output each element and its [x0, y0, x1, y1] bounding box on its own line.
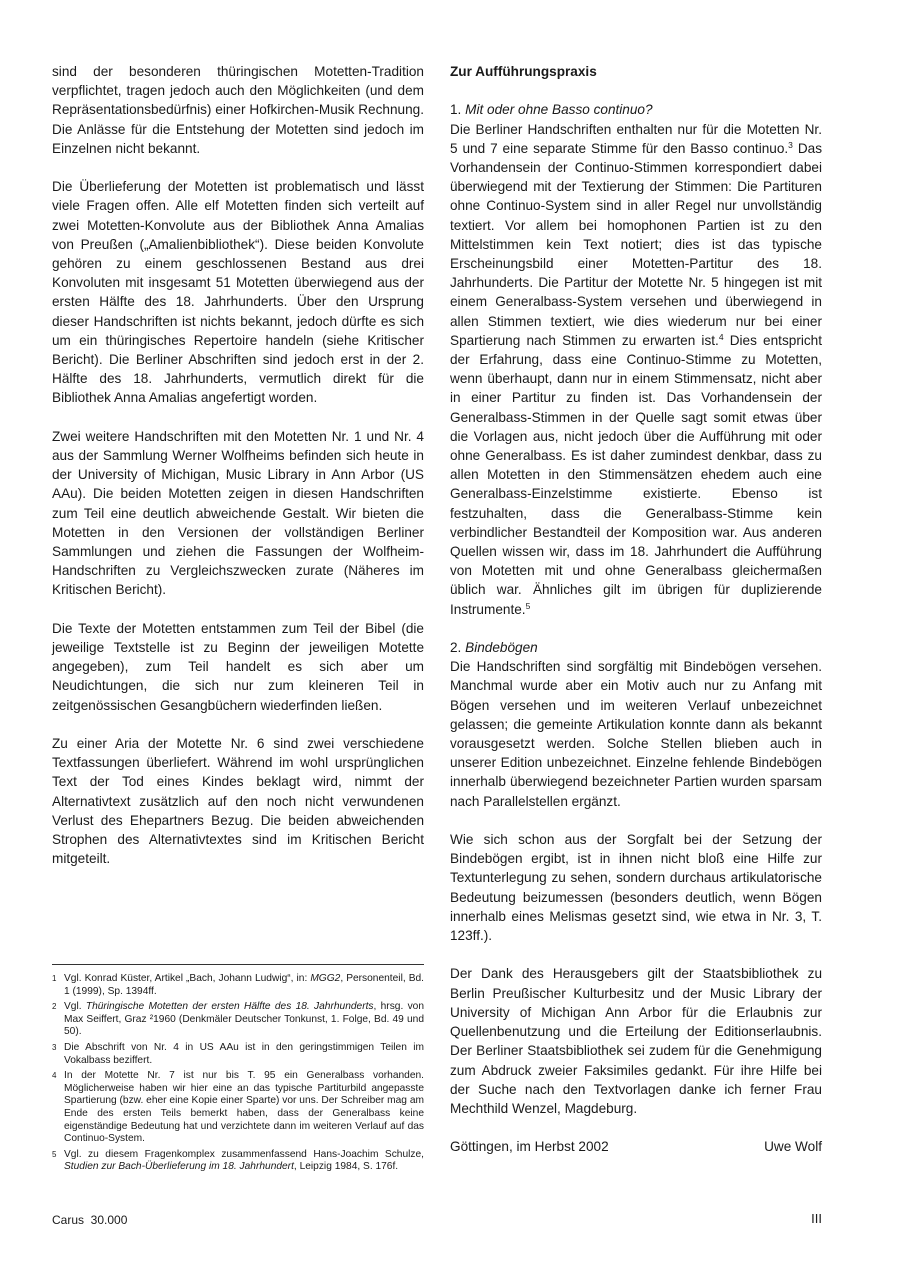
footnote-text: Vgl. Thüringische Motetten der ersten Hälfte des 18. Jahrhunderts, hrsg. von Max Seiffert, Graz ²1960 (Denkmäler Deutscher Tonkunst, 1. Folge, Bd. 49 und 50).: [64, 1001, 424, 1038]
footnote: [52, 1001, 424, 1039]
right-column: [450, 62, 822, 1157]
text-segment: Die Berliner Handschriften enthalten nur für die Motetten Nr. 5 und 7 eine separate Stimme für den Basso continuo.: [450, 121, 822, 156]
footnote: [52, 1149, 424, 1174]
footnote-number: 5: [52, 1149, 57, 1159]
subheading-number: 1.: [450, 102, 462, 118]
footnote-number: 1: [52, 974, 57, 983]
paragraph-handschriften: Zwei weitere Handschriften mit den Motetten Nr. 1 und Nr. 4 aus der Sammlung Werner Wolfheims befinden sich heute in der University of Michigan, Music Library in Ann Arbor (US AAu). Die beiden Motetten zeigen in diesen Handschriften zum Teil eine deutlich abweichende Gestalt. Wir bieten die Motetten in den Versionen der vollständigen Berliner Sammlungen und ziehen die Fassungen der Wolfheim-Handschriften zu Vergleichszwecken zurate (Näheres im Kritischen Bericht).: [52, 428, 424, 598]
paragraph-basso-continuo: [450, 120, 822, 619]
footnote: [52, 973, 424, 998]
footer-publisher: Carus 30.000: [52, 1213, 128, 1227]
footnote-text: Vgl. Konrad Küster, Artikel „Bach, Johann Ludwig“, in: MGG2, Personenteil, Bd. 1 (1999), Sp. 1394ff.: [64, 973, 424, 997]
subheading-basso-continuo: [450, 100, 822, 119]
paragraph-thanks: Der Dank des Herausgebers gilt der Staatsbibliothek zu Berlin Preußischer Kulturbesitz und der Music Library der University of Michigan Ann Arbor für die Erlaubnis zur Quellenbenutzung und die Erteilung der Editionserlaubnis. Der Berliner Staatsbibliothek sei zudem für die Genehmigung zum Abdruck zweier Faksimiles gedankt. Für ihre Hilfe bei der Suche nach den Textvorlagen danke ich ferner Frau Mechthild Wenzel, Magdeburg.: [450, 966, 822, 1116]
subheading-bindeboegen: [450, 638, 822, 657]
subheading-title: Mit oder ohne Basso continuo?: [465, 102, 653, 118]
place-date: Göttingen, im Herbst 2002: [450, 1139, 609, 1155]
author-name: Uwe Wolf: [764, 1139, 822, 1155]
footnote-number: 4: [52, 1071, 57, 1081]
footnote-ref[interactable]: 5: [525, 600, 531, 611]
footnote-ref[interactable]: 4: [718, 331, 724, 342]
left-column: [52, 62, 424, 888]
footnote-number: 3: [52, 1042, 57, 1052]
paragraph-bindeboegen: Wie sich schon aus der Sorgfalt bei der Setzung der Bindebögen ergibt, ist in ihnen nicht bloß eine Hilfe zur Textunterlegung zu sehen, sondern durchaus artikulatorische Bedeutung beizumessen (besonders deutlich, wenn Bögen innerhalb eines Melismas gesetzt sind, wie etwa in Nr. 3, T. 123ff.).: [450, 832, 822, 944]
paragraph-texte: Die Texte der Motetten entstammen zum Teil der Bibel (die jeweilige Textstelle ist zu Beginn der jeweiligen Motette angegeben), zum Teil handelt es sich aber um Neudichtungen, die sich nur zum kleineren Teil in zeitgenössischen Gesangbüchern wiederfinden ließen.: [52, 620, 424, 713]
signature-line: [450, 1137, 822, 1156]
footnotes: [52, 964, 424, 1177]
text-segment: Dies entspricht der Erfahrung, dass eine Continuo-Stimme zu Motetten, wenn überhaupt, dann nur in einem Stimmensatz, nicht aber in einer Partitur zu finden ist. Das Vorhandensein der Generalbass-Stimmen in der Quelle sagt somit etwas über die Vorlagen aus, nicht jedoch über die Aufführung mit oder ohne Generalbass. Es ist daher zumindest denkbar, dass zu allen Motetten in den Stimmensätzen ehedem auch eine Generalbass-Einzelstimme existierte. Ebenso ist festzuhalten, dass die Generalbass-Stimme kein verbindlicher Bestandteil der Komposition war. Aus anderen Quellen wissen wir, dass im 18. Jahrhundert die Aufführung von Motetten mit und ohne Generalbass gleichermaßen üblich war. Ähnliches gilt im übrigen für duplizierende Instrumente.: [450, 332, 822, 617]
subheading-number: 2.: [450, 640, 462, 656]
paragraph-intro: sind der besonderen thüringischen Motetten-Tradition verpflichtet, tragen jedoch auch den Möglichkeiten (und dem Repräsentationsbedürfnis) einer Hofkirchen-Musik Rechnung. Die Anlässe für die Entstehung der Motetten sind jedoch im Einzelnen nicht bekannt.: [52, 64, 424, 156]
footnote-text: Die Abschrift von Nr. 4 in US AAu ist in den geringstimmigen Teilen im Vokalbass beziffert.: [64, 1041, 424, 1066]
section-heading: Zur Aufführungspraxis: [450, 64, 597, 79]
footnote-number: 2: [52, 1002, 57, 1012]
footnote: [52, 1070, 424, 1146]
subheading-title: Bindebögen: [465, 640, 538, 656]
footnote-text: Vgl. zu diesem Fragenkomplex zusammenfassend Hans-Joachim Schulze, Studien zur Bach-Überlieferung im 18. Jahrhundert, Leipzig 1984, S. 176f.: [64, 1148, 424, 1173]
footnote: [52, 1042, 424, 1067]
footnote-text: In der Motette Nr. 7 ist nur bis T. 95 ein Generalbass vorhanden. Möglicherweise haben wir hier eine an das typische Partiturbild angepasste Spartierung (bzw. eher eine Kopie einer Sparte) vor uns. Der Schreiber mag am Ende des ersten Teils bemerkt haben, dass der Generalbass keine eigenständige Bedeutung hat und verzichtete dann im weiteren Verlauf auf das Continuo-System.: [64, 1070, 424, 1145]
paragraph-bindeboegen-intro: Die Handschriften sind sorgfältig mit Bindebögen versehen. Manchmal wurde aber ein Motiv auch nur zu Anfang mit Bögen versehen und im weiteren Verlauf unbezeichnet gelassen; die gemeinte Artikulation konnte dann als bekannt vorausgesetzt werden. Solche Stellen blieben auch in unserer Edition unbezeichnet. Einzelne fehlende Bindebögen innerhalb überwiegend bezeichneter Partien wurden sparsam nach Parallelstellen ergänzt.: [450, 659, 822, 809]
paragraph-ueberlieferung: Die Überlieferung der Motetten ist problematisch und lässt viele Fragen offen. Alle elf Motetten finden sich verteilt auf zwei Motetten-Konvolute aus der Bibliothek Anna Amalias von Preußen („Amalienbibliothek“). Diese beiden Konvolute gehören zu einem geschlossenen Bestand aus drei Konvoluten mit insgesamt 51 Motetten überwiegend aus der ersten Hälfte des 18. Jahrhunderts. Über den Ursprung dieser Handschriften ist nichts bekannt, jedoch dürfte es sich um ein thüringisches Repertoire handeln (siehe Kritischer Bericht). Die Berliner Abschriften sind jedoch erst in der 2. Hälfte des 18. Jahrhunderts, vermutlich direkt für die Bibliothek Anna Amalias angefertigt worden.: [52, 179, 424, 406]
footnote-ref[interactable]: 3: [788, 139, 793, 150]
text-segment: Das Vorhandensein der Continuo-Stimmen korrespondiert dabei überwiegend mit der Textierung der Stimmen: Die Partituren ohne Continuo-System sind in aller Regel nur unvollständig textiert. Vor allem bei homophonen Partien ist zu den Mittelstimmen kein Text notiert; dies ist das typische Erscheinungsbild einer Motetten-Partitur des 18. Jahrhunderts. Die Partitur der Motette Nr. 5 hingegen ist mit einem Generalbass-System versehen und überwiegend in allen Stimmen textiert, wie dies wiederum nur bei einer Spartierung nach Stimmen zu erwarten ist.: [450, 140, 822, 348]
paragraph-aria: Zu einer Aria der Motette Nr. 6 sind zwei verschiedene Textfassungen überliefert. Während im wohl ursprünglichen Text der Tod eines Kindes beklagt wird, nimmt der Alternativtext zusätzlich auf den noch nicht verwundenen Verlust des Ehepartners Bezug. Die beiden abweichenden Strophen des Alternativtextes sind im Kritischen Bericht mitgeteilt.: [52, 736, 424, 867]
page-number: III: [811, 1211, 822, 1226]
